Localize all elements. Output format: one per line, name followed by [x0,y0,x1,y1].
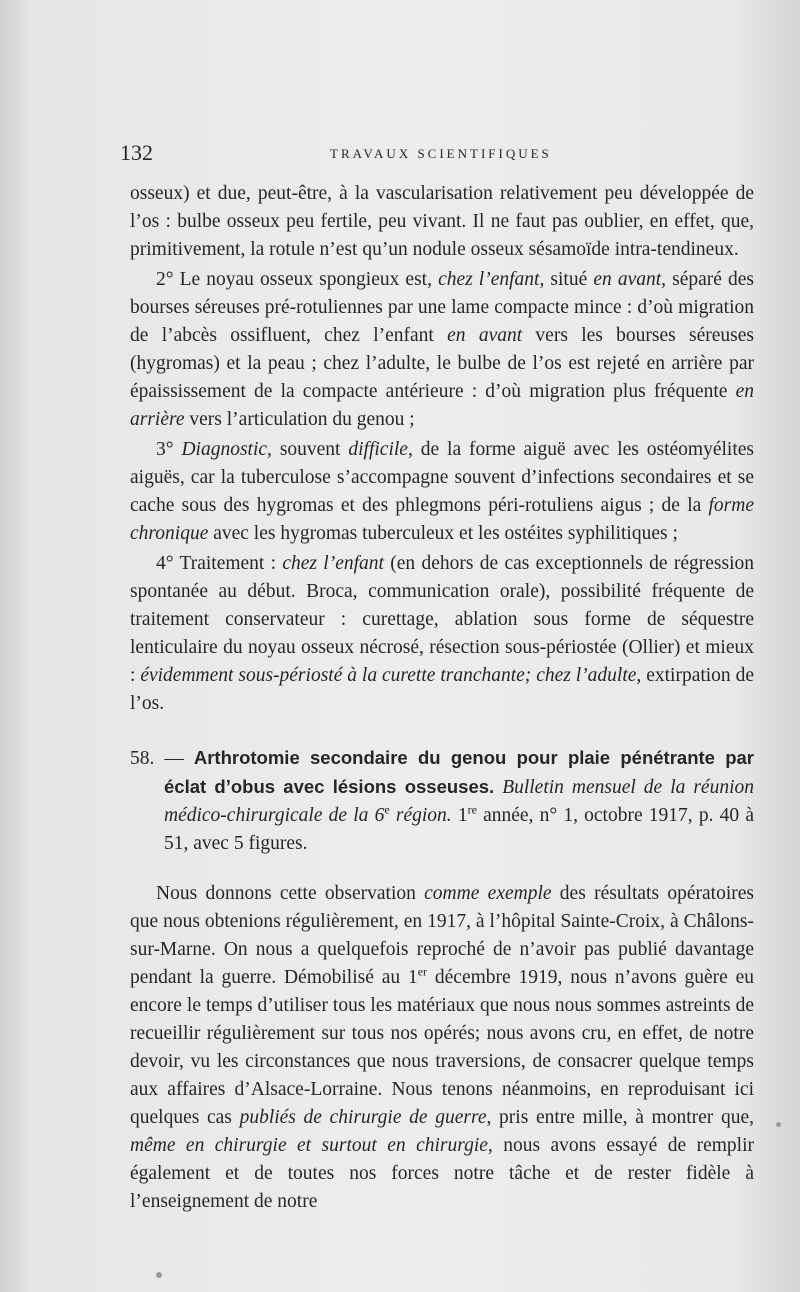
paragraph-5: Nous donnons cette observation comme exemple des résultats opératoires que nous obtenions régulièrement, en 1917, à l’hôpital Sainte-Croix, à Châlons-sur-Marne. On nous a quelquefois reproché de n’avoir pas publié davantage pendant la guerre. Démobilisé au 1er décembre 1919, nous n’avons guère eu encore le temps d’utiliser tous les matériaux que nous nous sommes astreints de recueillir régulièrement sur tous nos opérés; nous avons cru, en effet, de notre devoir, vu les circonstances que nous traversions, de consacrer quelque temps aux affaires d’Alsace-Lorraine. Nous tenons néanmoins, en reproduisant ici quelques cas publiés de chirurgie de guerre, pris entre mille, à montrer que, même en chirurgie et surtout en chirurgie, nous avons essayé de remplir également et de toutes nos forces notre tâche et de rester fidèle à l’enseignement de notre [130,883,754,1212]
paragraph-4: 4° Traitement : chez l’enfant (en dehors de cas exceptionnels de régression spontanée au début. Broca, communication orale), possibilité fréquente de traitement conservateur : curettage, ablation sous forme de séquestre lenticulaire du noyau osseux nécrosé, résection sous-périostée (Ollier) et mieux : évidemment sous-périosté à la curette tranchante; chez l’adulte, extirpation de l’os. [130,553,754,714]
page-header [120,140,756,170]
paragraph-2: 2° Le noyau osseux spongieux est, chez l’enfant, situé en avant, séparé des bourses séreuses pré-rotuliennes par une lame compacte mince : d’où migration de l’abcès ossifluent, chez l’enfant en avant vers les bourses séreuses (hygromas) et la peau ; chez l’adulte, le bulbe de l’os est rejeté en arrière par épaississement de la compacte antérieure : d’où migration plus fréquente en arrière vers l’articulation du genou ; [130,269,754,430]
bibliography-entry-58: 58. — Arthrotomie secondaire du genou pour plaie pénétrante par éclat d’obus avec lésions osseuses. Bulletin mensuel de la réunion médico-chirurgicale de la 6e région. 1re année, n° 1, octobre 1917, p. 40 à 51, avec 5 figures. [130,747,755,854]
paper-stain [156,1272,162,1278]
page-number: 132 [120,140,153,165]
paragraph-1: osseux) et due, peut-être, à la vascularisation relativement peu développée de l’os : bulbe osseux peu fertile, peu vivant. Il ne faut pas oublier, en effet, que, primitivement, la rotule n’est qu’un nodule osseux sésamoïde intra-tendineux. [130,183,754,260]
entry-title: Arthrotomie secondaire du genou pour plaie pénétrante par éclat d’obus avec lésions osseuses. [164,747,754,797]
paper-stain [776,1122,781,1127]
paragraph-3: 3° Diagnostic, souvent difficile, de la forme aiguë avec les ostéomyélites aiguës, car la tuberculose s’accompagne souvent d’infections secondaires et se cache sous des hygromas et des phlegmons péri-rotuliens aigus ; de la forme chronique avec les hygromas tuberculeux et les ostéites syphilitiques ; [130,439,754,544]
running-title: TRAVAUX SCIENTIFIQUES [330,146,552,161]
page-body [130,180,754,1216]
